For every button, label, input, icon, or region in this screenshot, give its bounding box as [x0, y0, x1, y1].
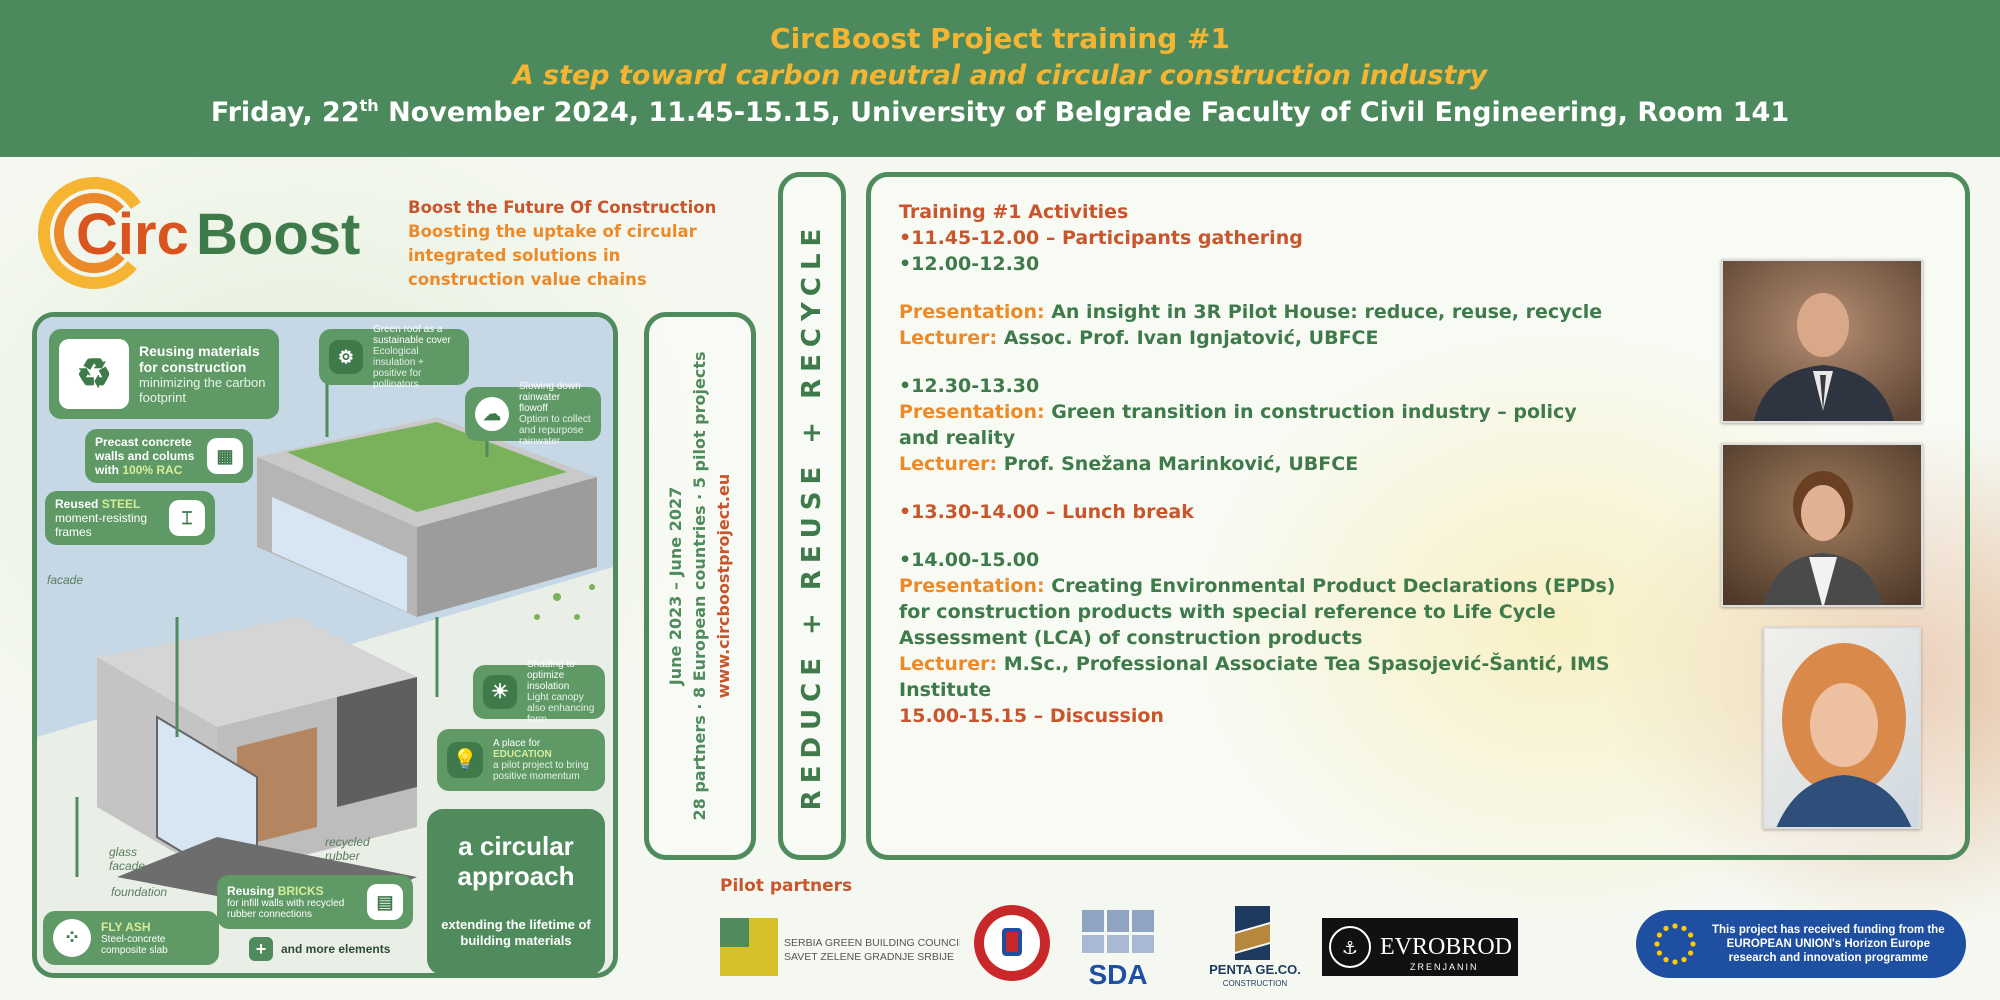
- project-info-box: [644, 312, 756, 860]
- activities-list: [899, 199, 1619, 729]
- bricks-pre: Reusing: [227, 884, 275, 898]
- event-day-suffix: th: [359, 96, 379, 115]
- more-elements: [249, 937, 390, 961]
- steel-rest: moment-resisting frames: [55, 511, 148, 539]
- partner-logo-seal: [972, 898, 1052, 988]
- bricks-icon: ▤: [367, 884, 403, 920]
- rainwater-title: Slowing down rainwater flowoff: [519, 381, 581, 414]
- partner-logo-evrobrod: [1322, 918, 1518, 976]
- header-banner: [0, 0, 2000, 157]
- activity-3-presentation: [899, 399, 1619, 451]
- eu-flag-icon: [1644, 913, 1706, 975]
- presentation-label: Presentation:: [899, 301, 1045, 323]
- plant-gear-icon: ⚙: [329, 340, 363, 374]
- presentation-label: Presentation:: [899, 575, 1045, 597]
- activity-2-presentation-title: An insight in 3R Pilot House: reduce, reuse, recycle: [1044, 301, 1603, 323]
- education-callout: [437, 729, 605, 791]
- reusing-sub: minimizing the carbon footprint: [139, 375, 266, 405]
- rain-cloud-icon: ☁: [475, 397, 509, 431]
- event-details: November 2024, 11.45-15.15, University of Belgrade Faculty of Civil Engineering, Room 141: [378, 97, 1790, 128]
- activity-discussion: 15.00-15.15 – Discussion: [899, 705, 1164, 727]
- tagline: [408, 196, 738, 292]
- sgbc-line-2: SAVET ZELENE GRADNJE SRBIJE: [784, 951, 954, 963]
- green-roof-title: Green roof as a sustainable cover: [373, 324, 451, 346]
- activity-5-lecturer-name: M.Sc., Professional Associate Tea Spasojević-Šantić, IMS Institute: [899, 653, 1610, 701]
- circular-approach-sub: extending the lifetime of building materials: [441, 917, 591, 948]
- project-dates: June 2023 – June 2027: [666, 486, 685, 686]
- sda-text: SDA: [1088, 959, 1148, 988]
- fly-ash-accent: FLY ASH: [101, 920, 151, 934]
- reused-steel-callout: [45, 491, 215, 545]
- recycled-rubber-label: recycled rubber: [325, 835, 370, 863]
- partner-logo-penta: [1210, 904, 1300, 988]
- education-accent: EDUCATION: [493, 749, 552, 760]
- education-pre: A place for: [493, 738, 541, 749]
- lightbulb-icon: 💡: [447, 742, 483, 778]
- steel-accent: STEEL: [101, 497, 141, 511]
- tagline-body: Boosting the uptake of circular integrated solutions in construction value chains: [408, 222, 697, 289]
- activity-5-lecturer: [899, 651, 1619, 703]
- eu-funding-badge: [1636, 910, 1966, 978]
- fly-ash-rest: Steel-concrete composite slab: [101, 934, 168, 956]
- education-sub: a pilot project to bring positive momentum: [493, 760, 589, 782]
- partner-logo-sda: [1078, 908, 1158, 988]
- circboost-logo: [36, 172, 376, 294]
- precast-callout: [85, 429, 253, 483]
- activity-5-presentation-title: Creating Environmental Product Declarations (EPDs) for construction products with special reference to Life Cycle Assessment (LCA) of construction products: [899, 575, 1616, 649]
- pilot-partners-label: Pilot partners: [720, 876, 853, 896]
- fly-ash-icon: ⁘: [53, 919, 91, 957]
- bricks-callout: [217, 875, 413, 929]
- circular-approach-box: [427, 809, 605, 975]
- lecturer-label: Lecturer:: [899, 327, 998, 349]
- partner-logo-sgbc: [720, 912, 960, 980]
- logo-text-circ: Circ: [76, 202, 189, 267]
- activities-heading: Training #1 Activities: [899, 201, 1129, 223]
- activity-2-time: •12.00-12.30: [899, 253, 1040, 275]
- fly-ash-callout: [43, 911, 219, 965]
- motto-text: REDUCE + REUSE + RECYCLE: [797, 221, 827, 811]
- activity-lunch: •13.30-14.00 – Lunch break: [899, 501, 1194, 523]
- event-title: CircBoost Project training #1: [770, 22, 1230, 55]
- lecturer-photo-2: [1721, 443, 1923, 607]
- project-url[interactable]: www.circboostproject.eu: [714, 473, 733, 699]
- recycle-icon: ♻: [59, 339, 129, 409]
- bricks-rest: for infill walls with recycled rubber connections: [227, 898, 345, 920]
- steel-pre: Reused: [55, 497, 99, 511]
- evrobrod-line-1: EVROBROD: [1380, 934, 1513, 960]
- shading-title: Shading to optimize insolation: [527, 659, 575, 692]
- plus-icon: +: [249, 937, 273, 961]
- svg-text:⚓: ⚓: [1341, 938, 1359, 959]
- eu-line-3: research and innovation programme: [1728, 952, 1928, 964]
- glass-facade-label: glass facade: [109, 845, 146, 873]
- rainwater-callout: [465, 381, 601, 447]
- precast-text: Precast concrete walls and colums with: [95, 435, 195, 477]
- shading-callout: [473, 659, 605, 725]
- grid-icon: ▦: [207, 438, 243, 474]
- evrobrod-line-2: ZRENJANIN: [1410, 962, 1479, 972]
- shading-sub: Light canopy also enhancing form: [527, 692, 595, 725]
- reusing-materials-callout: [49, 329, 279, 419]
- penta-line-2: CONSTRUCTION: [1222, 979, 1288, 988]
- tagline-headline: Boost the Future Of Construction: [408, 198, 717, 217]
- event-subtitle: A step toward carbon neutral and circular construction industry: [512, 60, 1488, 91]
- facade-label: facade: [47, 573, 84, 587]
- lecturer-photo-3: [1763, 627, 1921, 829]
- green-roof-sub: Ecological insulation + positive for pollinators: [373, 346, 424, 390]
- presentation-label: Presentation:: [899, 401, 1045, 423]
- bricks-accent: BRICKS: [277, 884, 324, 898]
- sgbc-line-1: SERBIA GREEN BUILDING COUNCIL: [784, 937, 960, 949]
- activity-2-lecturer-name: Assoc. Prof. Ivan Ignjatović, UBFCE: [997, 327, 1379, 349]
- activity-gathering: •11.45-12.00 – Participants gathering: [899, 227, 1303, 249]
- sun-icon: ☀: [483, 675, 517, 709]
- lecturer-label: Lecturer:: [899, 453, 998, 475]
- activity-3-lecturer-name: Prof. Snežana Marinković, UBFCE: [997, 453, 1359, 475]
- steel-beam-icon: ⌶: [169, 500, 205, 536]
- activity-5-time: •14.00-15.00: [899, 549, 1040, 571]
- logo-text-boost: Boost: [196, 202, 361, 267]
- precast-accent: 100% RAC: [122, 463, 183, 477]
- activity-3-time: •12.30-13.30: [899, 375, 1040, 397]
- activity-2-lecturer: [899, 325, 1619, 351]
- motto-box: [778, 172, 846, 860]
- pilot-house-illustration: [32, 312, 618, 978]
- event-day: Friday, 22: [210, 97, 360, 128]
- activity-3-presentation-title: Green transition in construction industry – policy and reality: [899, 401, 1577, 449]
- rainwater-sub: Option to collect and repurpose rainwater: [519, 414, 591, 447]
- activity-3-lecturer: [899, 451, 1619, 477]
- lecturer-photo-1: [1721, 259, 1923, 423]
- eu-line-2: EUROPEAN UNION's Horizon Europe: [1726, 938, 1930, 950]
- reusing-title: Reusing materials for construction: [139, 343, 260, 375]
- lecturer-label: Lecturer:: [899, 653, 998, 675]
- eu-line-1: This project has received funding from the: [1712, 924, 1945, 936]
- project-info-text: [664, 351, 736, 820]
- eu-funding-text: [1706, 923, 1961, 965]
- project-stats: 28 partners · 8 European countries · 5 pilot projects: [690, 351, 709, 821]
- green-roof-callout: [319, 324, 469, 390]
- more-elements-label: and more elements: [281, 942, 391, 956]
- penta-line-1: PENTA GE.CO.: [1210, 962, 1300, 977]
- circular-approach-title: a circular approach: [457, 831, 575, 891]
- activity-2-presentation: [899, 299, 1619, 325]
- activities-panel: [866, 172, 1970, 860]
- foundation-label: foundation: [111, 885, 168, 899]
- activity-5-presentation: [899, 573, 1619, 651]
- event-date-location: [0, 96, 2000, 128]
